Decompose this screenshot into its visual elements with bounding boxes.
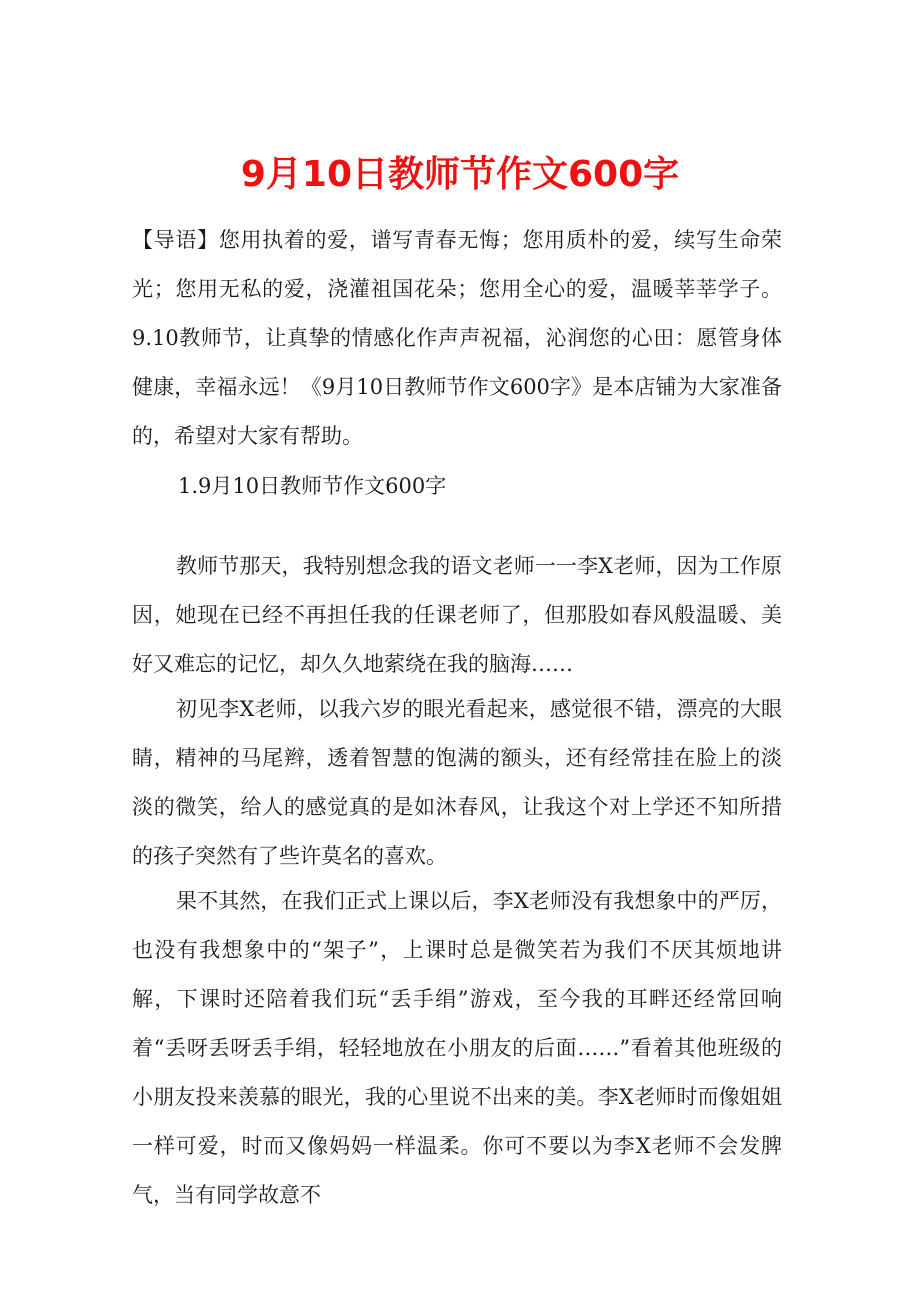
intro-paragraph: 【导语】您用执着的爱，谱写青春无悔；您用质朴的爱，续写生命荣光；您用无私的爱，浇灌祖国花朵；您用全心的爱，温暖莘莘学子。9.10教师节，让真挚的情感化作声声祝福，沁润您的心田：愿管身体健康，幸福永远！《9月10日教师节作文600字》是本店铺为大家准备的，希望对大家有帮助。 [132, 228, 782, 448]
essay-paragraph: 教师节那天，我特别想念我的语文老师一一李X老师，因为工作原因，她现在已经不再担任我的任课老师了，但那股如春风般温暖、美好又难忘的记忆，却久久地萦绕在我的脑海…… [132, 554, 782, 676]
section-heading: 1.9月10日教师节作文600字 [178, 474, 447, 498]
essay-paragraph: 果不其然，在我们正式上课以后，李X老师没有我想象中的严厉，也没有我想象中的“架子”，上课时总是微笑若为我们不厌其烦地讲解，下课时还陪着我们玩“丢手绢”游戏，至今我的耳畔还经常回响着“丢呀丢呀丢手绢，轻轻地放在小朋友的后面……”看着其他班级的小朋友投来羡慕的眼光，我的心里说不出来的美。李X老师时而像姐姐一样可爱，时而又像妈妈一样温柔。你可不要以为李X老师不会发脾气，当有同学故意不 [132, 889, 782, 1207]
essay-paragraph: 初见李X老师，以我六岁的眼光看起来，感觉很不错，漂亮的大眼睛，精神的马尾辫，透着智慧的饱满的额头，还有经常挂在脸上的淡淡的微笑，给人的感觉真的是如沐春风，让我这个对上学还不知所措的孩子突然有了些许莫名的喜欢。 [132, 697, 782, 868]
page-title: 9月10日教师节作文600字 [240, 154, 680, 195]
